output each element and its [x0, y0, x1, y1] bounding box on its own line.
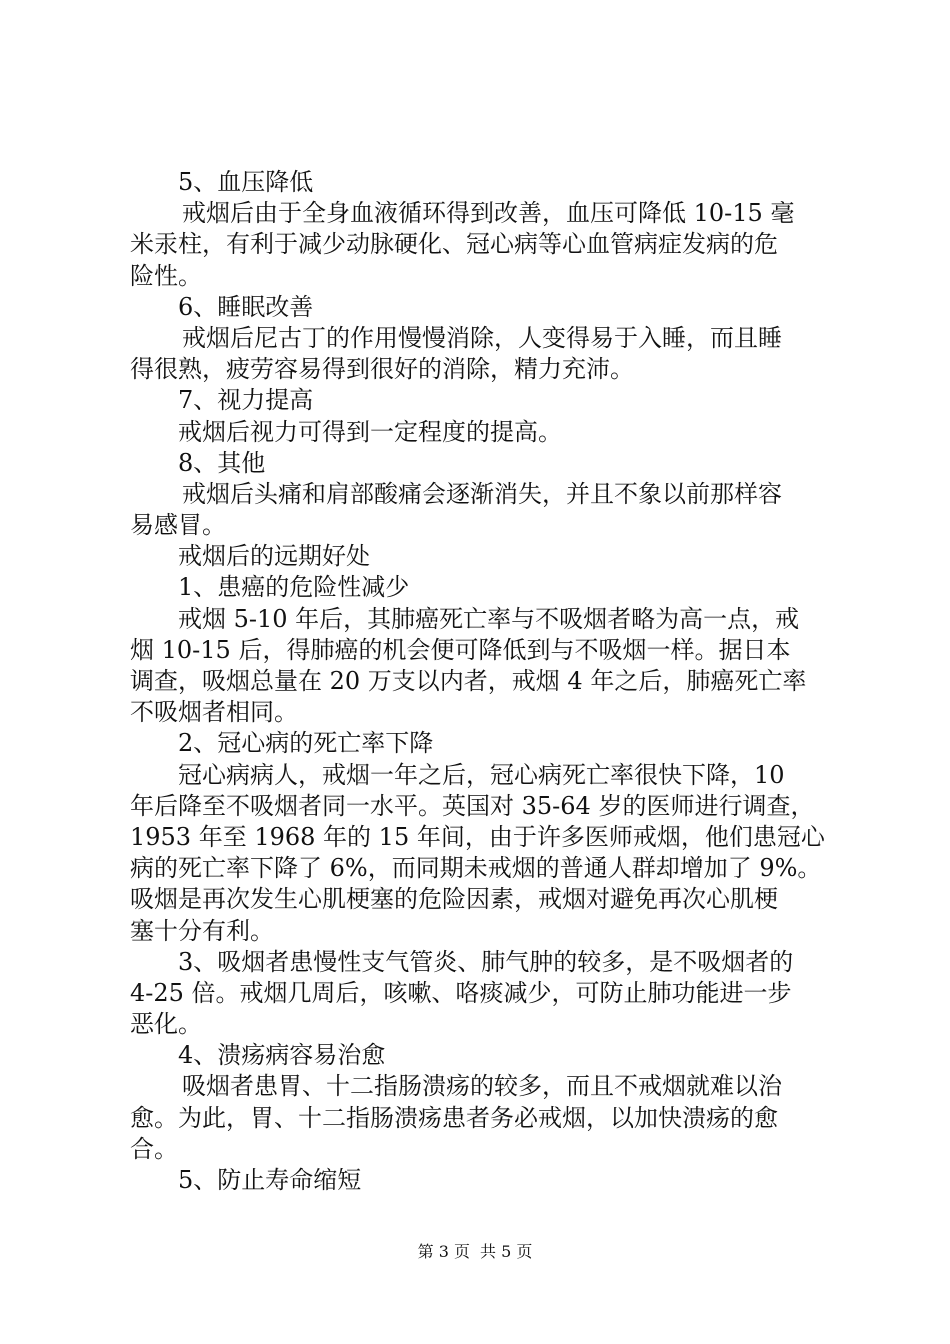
heading-bronchitis: 3、吸烟者患慢性支气管炎、肺气肿的较多，是不吸烟者的 [178, 947, 794, 976]
paragraph-line: 易感冒。 [130, 511, 226, 540]
paragraph-line: 合。 [130, 1134, 178, 1163]
paragraph-line: 米汞柱，有利于减少动脉硬化、冠心病等心血管病症发病的危 [130, 230, 778, 259]
paragraph-line: 吸烟是再次发生心肌梗塞的危险因素，戒烟对避免再次心肌梗 [130, 885, 778, 914]
heading-lifespan: 5、防止寿命缩短 [178, 1166, 362, 1194]
paragraph-line: 4-25 倍。戒烟几周后，咳嗽、咯痰减少，可防止肺功能进一步 [130, 978, 792, 1007]
paragraph-line: 戒烟 5-10 年后，其肺癌死亡率与不吸烟者略为高一点，戒 [178, 604, 800, 633]
heading-ulcer: 4、溃疡病容易治愈 [178, 1041, 386, 1070]
paragraph-line: 得很熟，疲劳容易得到很好的消除，精力充沛。 [130, 355, 634, 384]
paragraph-line: 险性。 [130, 261, 202, 290]
paragraph-line: 吸烟者患胃、十二指肠溃疡的较多，而且不戒烟就难以治 [182, 1072, 782, 1101]
paragraph-line: 不吸烟者相同。 [130, 698, 298, 727]
heading-cancer-risk: 1、患癌的危险性减少 [178, 573, 410, 602]
paragraph-line: 冠心病病人，戒烟一年之后，冠心病死亡率很快下降，10 [178, 760, 785, 789]
document-body [130, 167, 830, 1196]
page-total: 共 5 页 [480, 1242, 533, 1261]
heading-sleep: 6、睡眠改善 [178, 292, 314, 321]
paragraph-line: 戒烟后由于全身血液循环得到改善，血压可降低 10-15 毫 [182, 199, 795, 228]
paragraph-line: 烟 10-15 后，得肺癌的机会便可降低到与不吸烟一样。据日本 [130, 635, 791, 664]
page-footer [0, 1242, 950, 1262]
heading-coronary: 2、冠心病的死亡率下降 [178, 729, 434, 758]
paragraph-line: 年后降至不吸烟者同一水平。英国对 35-64 岁的医师进行调查， [130, 791, 815, 820]
section-heading-long-term: 戒烟后的远期好处 [178, 542, 370, 571]
paragraph-line: 病的死亡率下降了 6%，而同期未戒烟的普通人群却增加了 9%。 [130, 854, 822, 883]
paragraph-line: 1953 年至 1968 年的 15 年间，由于许多医师戒烟，他们患冠心 [130, 822, 825, 851]
paragraph-line: 调查，吸烟总量在 20 万支以内者，戒烟 4 年之后，肺癌死亡率 [130, 667, 807, 695]
heading-vision: 7、视力提高 [178, 386, 314, 415]
heading-blood-pressure: 5、血压降低 [178, 168, 314, 196]
paragraph-line: 塞十分有利。 [130, 916, 274, 945]
paragraph-line: 恶化。 [130, 1010, 202, 1039]
heading-other: 8、其他 [178, 448, 266, 477]
paragraph-line: 戒烟后头痛和肩部酸痛会逐渐消失，并且不象以前那样容 [182, 479, 782, 508]
paragraph-line: 戒烟后视力可得到一定程度的提高。 [178, 417, 562, 446]
paragraph-line: 愈。为此，胃、十二指肠溃疡患者务必戒烟，以加快溃疡的愈 [130, 1103, 778, 1132]
paragraph-line: 戒烟后尼古丁的作用慢慢消除，人变得易于入睡，而且睡 [182, 323, 782, 352]
page-number: 第 3 页 [417, 1242, 470, 1261]
